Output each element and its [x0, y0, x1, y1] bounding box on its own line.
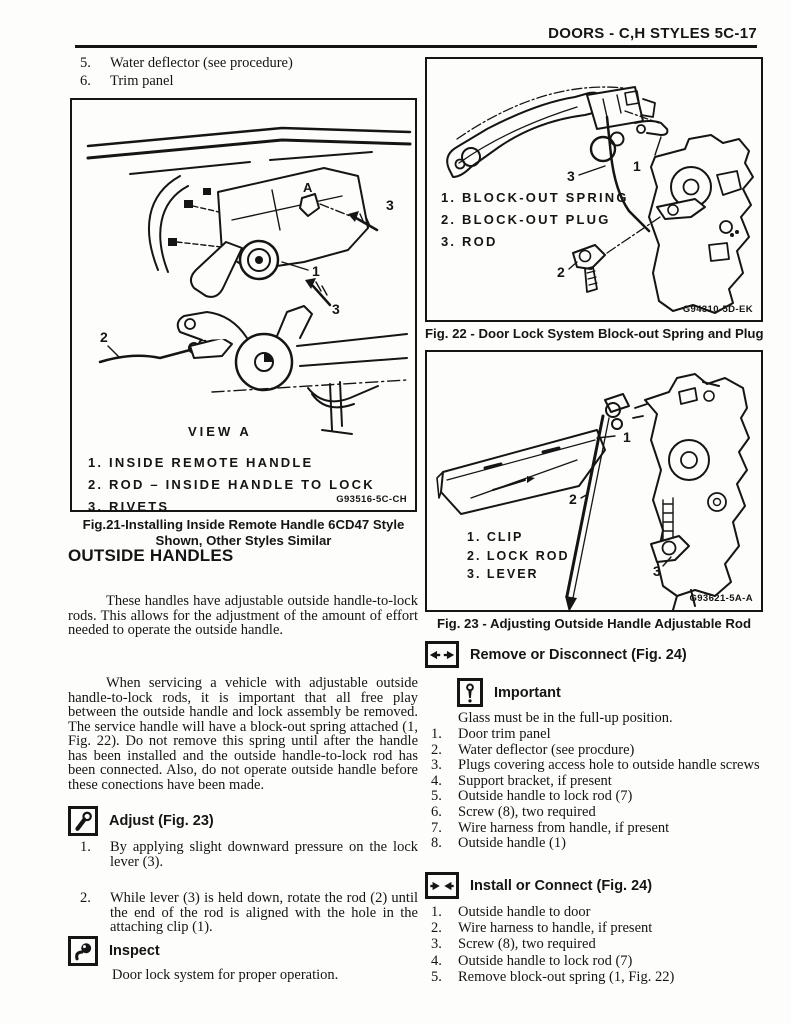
svg-text:3: 3	[386, 197, 394, 213]
list-number: 6.	[431, 803, 442, 820]
fig22-code: G94310-5D-EK	[682, 304, 753, 315]
fig21-caption: Fig.21-Installing Inside Remote Handle 6CD47 Style Shown, Other Styles Similar	[82, 517, 405, 548]
remove-disconnect-label: Remove or Disconnect (Fig. 24)	[470, 646, 687, 663]
paragraph: When servicing a vehicle with adjustable outside handle-to-lock rods, it is important that all free play between the outside handle and lock assembly be removed. The service handle will have a block-out spring attached (1, Fig. 22). Do not remove this spring until after the handle has been installed and the outside handle-to-lock rod has been connected. Also, do not operate outside handle before these conections have been made.	[68, 675, 418, 793]
legend-line: 3. LEVER	[467, 567, 539, 581]
list-item	[431, 743, 763, 759]
install-connect-label: Install or Connect (Fig. 24)	[470, 877, 653, 894]
svg-text:1: 1	[623, 429, 631, 445]
remove-disconnect-header	[425, 641, 687, 668]
important-text: Glass must be in the full-up position.	[458, 710, 673, 726]
list-number: 8.	[431, 835, 442, 852]
legend-line: 1. BLOCK-OUT SPRING	[441, 190, 629, 205]
svg-text:VIEW A: VIEW A	[188, 424, 252, 439]
step-number: 2.	[80, 890, 91, 906]
list-text: Remove block-out spring (1, Fig. 22)	[458, 968, 675, 985]
list-item	[80, 73, 420, 91]
figure-23-box	[425, 350, 763, 612]
list-number: 5.	[431, 968, 442, 985]
list-text: Outside handle (1)	[458, 835, 566, 852]
adjust-tool-icon	[68, 806, 98, 836]
list-text: Plugs covering access hole to outside handle screws	[458, 757, 760, 774]
paragraph: These handles have adjustable outside handle-to-lock rods. This allows for the adjustment of the amount of effort needed to operate the outside handle.	[68, 593, 418, 638]
figure-21-box	[70, 98, 417, 512]
legend-line: 2. ROD – INSIDE HANDLE TO LOCK	[88, 477, 375, 492]
section-heading-outside-handles: OUTSIDE HANDLES	[68, 546, 234, 565]
list-item	[431, 836, 763, 852]
figure-22-box	[425, 57, 763, 322]
list-item	[431, 953, 763, 969]
list-number: 5.	[80, 55, 91, 71]
list-number: 1.	[431, 904, 442, 920]
list-text: Outside handle to lock rod (7)	[458, 788, 633, 805]
important-header	[457, 678, 561, 707]
list-text: Wire harness from handle, if present	[458, 819, 670, 836]
list-item	[431, 821, 763, 837]
list-number: 2.	[431, 920, 442, 937]
list-text: Water deflector (see procedure)	[110, 55, 293, 71]
list-item	[431, 727, 763, 743]
page-header-title: DOORS - C,H STYLES 5C-17	[548, 25, 757, 42]
svg-text:2: 2	[557, 264, 565, 280]
inspect-mirror-icon	[68, 936, 98, 966]
legend-line: 2. LOCK ROD	[467, 548, 570, 563]
legend-line: 1. INSIDE REMOTE HANDLE	[88, 455, 314, 470]
step-item	[80, 840, 418, 869]
list-text: Outside handle to lock rod (7)	[458, 952, 633, 969]
list-item	[431, 904, 763, 920]
svg-text:1: 1	[633, 158, 641, 174]
fig22-caption: Fig. 22 - Door Lock System Block-out Spring and Plug	[425, 326, 764, 341]
list-item	[80, 55, 420, 73]
important-exclamation-icon	[457, 678, 483, 707]
svg-text:A: A	[303, 180, 313, 195]
remove-disconnect-arrows-icon	[425, 641, 459, 668]
step-number: 1.	[80, 839, 91, 855]
adjust-steps	[80, 840, 418, 935]
svg-text:3: 3	[653, 563, 661, 579]
header-rule	[75, 45, 757, 48]
svg-text:1: 1	[312, 263, 320, 279]
fig22-legend	[441, 187, 629, 253]
fig21-drawing	[72, 100, 415, 450]
list-number: 3.	[431, 936, 442, 953]
list-text: Screw (8), two required	[458, 936, 596, 953]
inspect-label: Inspect	[109, 943, 160, 959]
svg-text:3: 3	[332, 301, 340, 317]
step-item	[80, 891, 418, 935]
list-item	[431, 774, 763, 790]
inspect-header	[68, 936, 160, 966]
intro-list	[80, 55, 420, 90]
important-label: Important	[494, 684, 561, 701]
legend-line: 3. RIVETS	[88, 499, 170, 514]
fig21-legend	[88, 452, 375, 518]
list-item	[431, 920, 763, 936]
list-text: Outside handle to door	[458, 904, 591, 920]
svg-text:2: 2	[100, 329, 108, 345]
list-number: 5.	[431, 788, 442, 805]
list-text: Water deflector (see procdure)	[458, 741, 635, 758]
list-text: Wire harness to handle, if present	[458, 920, 653, 937]
legend-line: 3. ROD	[441, 234, 498, 249]
svg-text:3: 3	[567, 168, 575, 184]
list-number: 4.	[431, 952, 442, 969]
list-text: Trim panel	[110, 72, 174, 89]
list-number: 1.	[431, 726, 442, 742]
adjust-label: Adjust (Fig. 23)	[109, 813, 214, 829]
list-number: 6.	[80, 72, 91, 89]
step-text: While lever (3) is held down, rotate the rod (2) until the end of the rod is aligned with the hole in the attaching clip (1).	[110, 890, 418, 935]
list-number: 3.	[431, 757, 442, 774]
legend-line: 1. CLIP	[467, 530, 524, 544]
list-number: 2.	[431, 741, 442, 758]
svg-text:2: 2	[569, 491, 577, 507]
list-item	[431, 936, 763, 952]
list-item	[431, 789, 763, 805]
list-text: Door trim panel	[458, 726, 551, 742]
install-list	[431, 904, 763, 985]
fig23-code: G93621-5A-A	[689, 593, 753, 604]
fig21-code: G93516-5C-CH	[336, 494, 407, 505]
list-text: Screw (8), two required	[458, 803, 596, 820]
install-connect-header	[425, 872, 652, 899]
remove-list	[431, 727, 763, 852]
list-item	[431, 758, 763, 774]
fig23-legend	[467, 528, 570, 584]
inspect-text: Door lock system for proper operation.	[112, 967, 339, 983]
list-number: 4.	[431, 772, 442, 789]
legend-line: 2. BLOCK-OUT PLUG	[441, 212, 611, 227]
step-text: By applying slight downward pressure on the lock lever (3).	[110, 839, 418, 870]
list-item	[431, 969, 763, 985]
list-item	[431, 805, 763, 821]
adjust-header	[68, 806, 214, 836]
list-number: 7.	[431, 819, 442, 836]
list-text: Support bracket, if present	[458, 772, 612, 789]
install-connect-arrows-icon	[425, 872, 459, 899]
fig23-caption: Fig. 23 - Adjusting Outside Handle Adjustable Rod	[436, 616, 752, 631]
